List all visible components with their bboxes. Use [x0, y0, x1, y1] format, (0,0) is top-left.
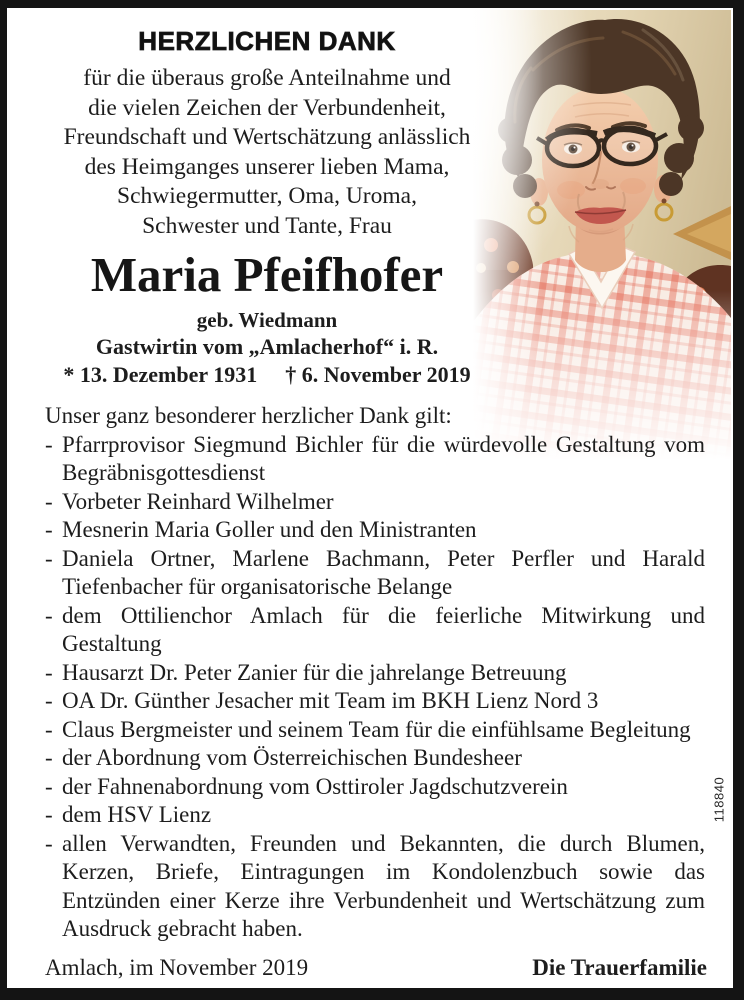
intro-text — [45, 64, 489, 241]
item-marker: - — [45, 688, 53, 713]
notice-title: HERZLICHEN DANK — [138, 26, 396, 56]
item-text: Mesnerin Maria Goller und den Ministranten — [62, 517, 477, 542]
thanks-item — [45, 659, 705, 688]
thanks-item — [45, 773, 705, 802]
item-text: OA Dr. Günther Jesacher mit Team im BKH Lienz Nord 3 — [62, 688, 599, 713]
occupation: Gastwirtin vom „Amlacherhof“ i. R. — [95, 334, 439, 359]
item-marker: - — [45, 745, 53, 770]
thanks-lead: Unser ganz besonderer herzlicher Dank gilt: — [45, 403, 452, 428]
footer — [45, 954, 707, 981]
thanks-item — [45, 744, 705, 773]
thanks-item — [45, 516, 705, 545]
portrait-photo — [473, 10, 731, 460]
item-marker: - — [45, 802, 53, 827]
intro-line: für die überaus große Anteilnahme und — [83, 65, 451, 91]
maiden-name: geb. Wiedmann — [196, 308, 338, 332]
life-dates — [45, 362, 489, 388]
masthead — [45, 26, 489, 241]
item-text: Daniela Ortner, Marlene Bachmann, Peter Perfler und Harald Tiefenbacher für organisatorische Belange — [62, 545, 705, 599]
item-text: Claus Bergmeister und seinem Team für die einfühlsame Begleitung — [62, 716, 691, 742]
item-text: Hausarzt Dr. Peter Zanier für die jahrelange Betreuung — [62, 659, 567, 685]
thanks-item — [45, 716, 705, 745]
thanks-section — [45, 402, 705, 944]
thanks-item — [45, 602, 705, 659]
item-text: der Fahnenabordnung vom Osttiroler Jagdschutzverein — [62, 773, 568, 799]
thanks-item — [45, 801, 705, 830]
item-marker: - — [45, 488, 53, 514]
thanks-item — [45, 431, 705, 488]
thanks-item — [45, 830, 705, 944]
item-text: dem Ottilienchor Amlach für die feierliche Mitwirkung und Gestaltung — [62, 602, 705, 656]
signature: Die Trauerfamilie — [532, 955, 707, 980]
item-text: allen Verwandten, Freunden und Bekannten, die durch Blumen, Kerzen, Briefe, Eintragungen im Kondolenzbuch sowie das Entzünden einer Kerze ihre Verbundenheit und Wertschätzung zum Ausdruck gebracht haben. — [62, 830, 705, 941]
thanks-item — [45, 545, 705, 602]
death-date: † 6. November 2019 — [285, 362, 471, 387]
name-block — [45, 248, 489, 388]
thanks-item — [45, 488, 705, 517]
item-marker: - — [45, 517, 53, 542]
intro-line: Schwiegermutter, Oma, Uroma, — [117, 183, 417, 209]
item-marker: - — [45, 545, 53, 571]
intro-line: Schwester und Tante, Frau — [142, 212, 392, 239]
item-marker: - — [45, 659, 53, 685]
deceased-name: Maria Pfeifhofer — [90, 247, 444, 302]
print-code: 118840 — [711, 776, 727, 823]
item-text: Vorbeter Reinhard Wilhelmer — [62, 488, 334, 514]
intro-line: die vielen Zeichen der Verbundenheit, — [88, 94, 446, 121]
intro-line: des Heimganges unserer lieben Mama, — [84, 153, 450, 180]
item-text: Pfarrprovisor Siegmund Bichler für die würdevolle Gestaltung vom Begräbnisgottesdienst — [62, 431, 705, 485]
item-marker: - — [45, 602, 53, 628]
birth-date: * 13. Dezember 1931 — [63, 362, 258, 387]
item-text: dem HSV Lienz — [62, 802, 212, 827]
intro-line: Freundschaft und Wertschätzung anlässlich — [63, 124, 471, 150]
item-marker: - — [45, 716, 53, 742]
thanks-list — [45, 431, 705, 944]
thanks-item — [45, 687, 705, 716]
item-marker: - — [45, 773, 53, 799]
item-marker: - — [45, 431, 53, 457]
item-marker: - — [45, 830, 53, 856]
item-text: der Abordnung vom Österreichischen Bundesheer — [62, 745, 522, 770]
place-date: Amlach, im November 2019 — [45, 955, 309, 980]
